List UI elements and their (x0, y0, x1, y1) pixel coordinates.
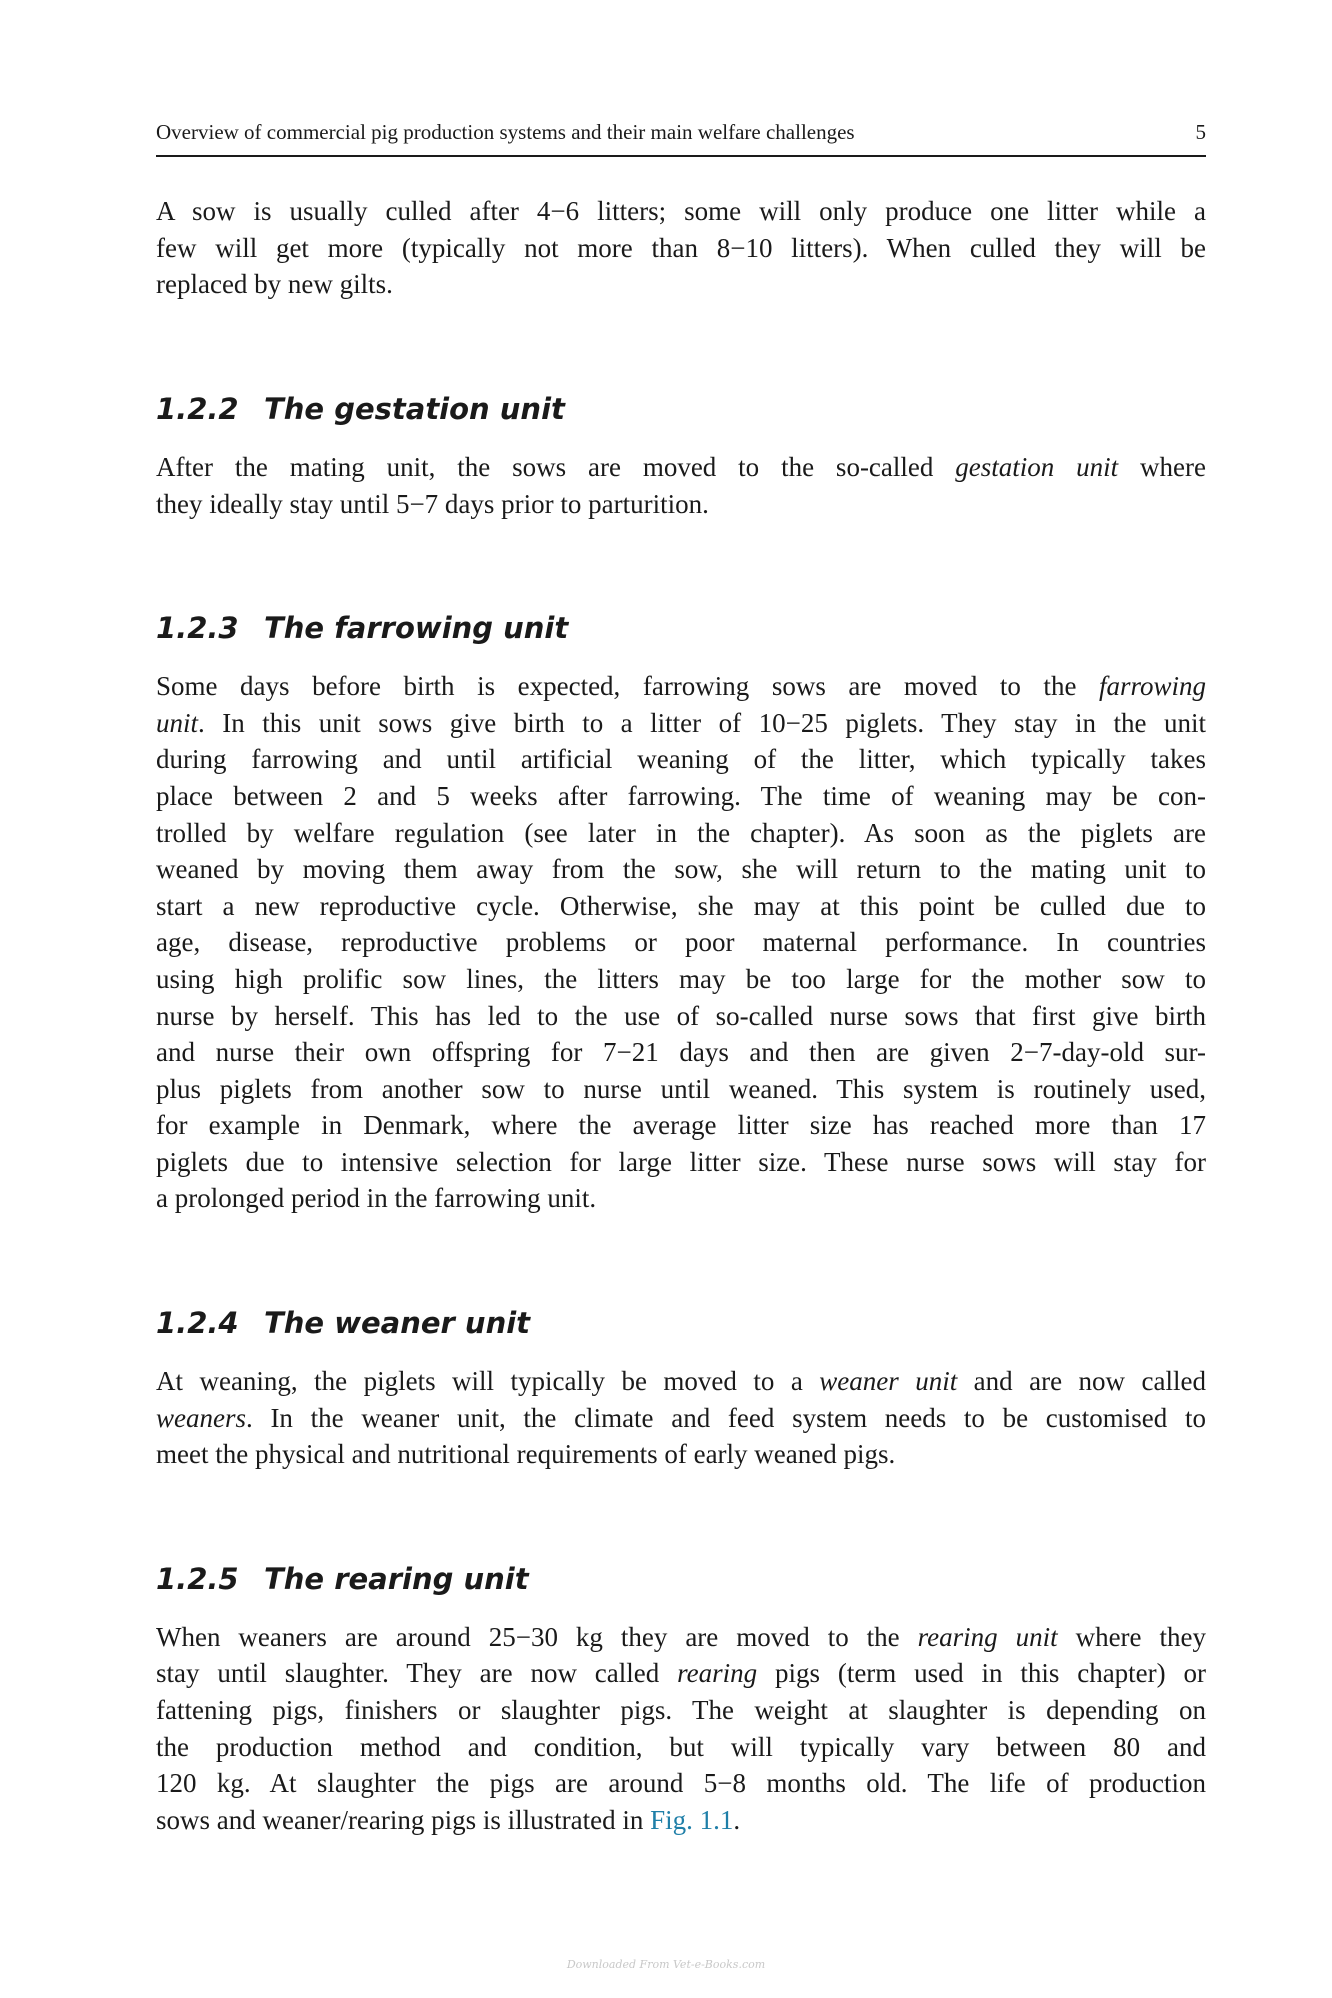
emphasized-term: weaners (156, 1402, 246, 1433)
paragraph-line (156, 778, 1206, 815)
text-run: for example in Denmark, where the average litter size has reached more than 17 (156, 1110, 1206, 1141)
book-page (156, 120, 1206, 1838)
paragraph-line (156, 1107, 1206, 1144)
paragraph-line (156, 1071, 1206, 1108)
emphasized-term: farrowing (1098, 671, 1206, 702)
text-run: a prolonged period in the farrowing unit. (156, 1183, 597, 1214)
paragraph-line: few will get more (typically not more than 8−10 litters). When culled they will be (156, 232, 1206, 263)
paragraph-line: replaced by new gilts. (156, 269, 393, 300)
text-run: sows and weaner/rearing pigs is illustrated in (156, 1804, 651, 1835)
paragraph-line (156, 1655, 1206, 1692)
watermark: Downloaded From Vet-e-Books.com (566, 1958, 766, 1971)
section-paragraph (156, 449, 1206, 522)
paragraph-line (156, 1802, 1206, 1839)
text-run: piglets due to intensive selection for large litter size. These nurse sows will stay for (156, 1146, 1206, 1177)
section-number: 1.2.4 (156, 1306, 239, 1341)
text-run: during farrowing and until artificial weaning of the litter, which typically takes (156, 744, 1206, 775)
paragraph-line (156, 1144, 1206, 1181)
section-number: 1.2.2 (156, 391, 239, 426)
text-run: trolled by welfare regulation (see later in the chapter). As soon as the piglets are (156, 817, 1206, 848)
sections (156, 391, 1206, 1838)
text-run: where (1118, 451, 1207, 482)
paragraph-line (156, 998, 1206, 1035)
section-heading (156, 1561, 1206, 1597)
section-number: 1.2.5 (156, 1561, 239, 1596)
section-heading (156, 610, 1206, 646)
text-run: meet the physical and nutritional requirements of early weaned pigs. (156, 1439, 896, 1470)
text-run: pigs (term used in this chapter) or (757, 1658, 1206, 1689)
paragraph-line (156, 851, 1206, 888)
section-paragraph (156, 668, 1206, 1217)
emphasized-term: rearing (677, 1658, 758, 1689)
paragraph-line (156, 449, 1206, 486)
running-head (156, 120, 1206, 157)
section-title: The rearing unit (264, 1561, 529, 1596)
paragraph-line (156, 1400, 1206, 1437)
text-run: Some days before birth is expected, farrowing sows are moved to the (156, 671, 1099, 702)
emphasized-term: gestation unit (955, 451, 1119, 482)
text-run: the production method and condition, but will typically vary between 80 and (156, 1731, 1206, 1762)
paragraph-line (156, 741, 1206, 778)
text-run: age, disease, reproductive problems or poor maternal performance. In countries (156, 927, 1206, 958)
paragraph-line (156, 924, 1206, 961)
paragraph-line (156, 1765, 1206, 1802)
paragraph-line (156, 705, 1206, 742)
paragraph-line (156, 888, 1206, 925)
text-run: and nurse their own offspring for 7−21 days and then are given 2−7-day-old sur- (156, 1037, 1206, 1068)
text-run: start a new reproductive cycle. Otherwise, she may at this point be culled due to (156, 890, 1206, 921)
page-number: 5 (1195, 120, 1206, 144)
paragraph-line (156, 668, 1206, 705)
text-run: After the mating unit, the sows are moved to the so-called (156, 451, 956, 482)
paragraph-line (156, 1619, 1206, 1656)
paragraph-line (156, 815, 1206, 852)
paragraph-line (156, 1729, 1206, 1766)
paragraph-line (156, 1363, 1206, 1400)
section-title: The weaner unit (264, 1306, 531, 1341)
text-run: . (733, 1804, 741, 1835)
paragraph-line (156, 1436, 1206, 1473)
section-number: 1.2.3 (156, 611, 239, 646)
text-run: they ideally stay until 5−7 days prior to parturition. (156, 488, 709, 519)
text-run: weaned by moving them away from the sow, she will return to the mating unit to (156, 854, 1206, 885)
text-run: When weaners are around 25−30 kg they are moved to the (156, 1621, 918, 1652)
section-heading (156, 391, 1206, 427)
text-run: place between 2 and 5 weeks after farrowing. The time of weaning may be con- (156, 780, 1206, 811)
emphasized-term: rearing unit (917, 1621, 1058, 1652)
text-run: using high prolific sow lines, the litters may be too large for the mother sow to (156, 963, 1206, 994)
text-run: plus piglets from another sow to nurse until weaned. This system is routinely used, (156, 1073, 1206, 1104)
section-1-2-2 (156, 391, 1206, 522)
emphasized-term: unit (156, 707, 199, 738)
emphasized-term: weaner unit (819, 1366, 958, 1397)
paragraph-line (156, 1692, 1206, 1729)
section-title: The gestation unit (264, 391, 565, 426)
figure-link[interactable]: Fig. 1.1 (650, 1804, 734, 1835)
text-run: and are now called (957, 1366, 1206, 1397)
intro-paragraph (156, 193, 1206, 303)
text-run: nurse by herself. This has led to the use of so-called nurse sows that first give birth (156, 1000, 1206, 1031)
section-title: The farrowing unit (264, 611, 569, 646)
section-1-2-3 (156, 610, 1206, 1217)
text-run: fattening pigs, finishers or slaughter pigs. The weight at slaughter is depending on (156, 1695, 1206, 1726)
text-run: . In the weaner unit, the climate and feed system needs to be customised to (246, 1402, 1206, 1433)
paragraph-line (156, 1180, 1206, 1217)
section-heading (156, 1305, 1206, 1341)
text-run: . In this unit sows give birth to a litter of 10−25 piglets. They stay in the unit (198, 707, 1206, 738)
text-run: 120 kg. At slaughter the pigs are around 5−8 months old. The life of production (156, 1768, 1206, 1799)
paragraph-line (156, 961, 1206, 998)
text-run: stay until slaughter. They are now called (156, 1658, 678, 1689)
section-paragraph (156, 1363, 1206, 1473)
running-head-title: Overview of commercial pig production systems and their main welfare challenges (156, 120, 855, 144)
text-run: where they (1057, 1621, 1206, 1652)
paragraph-line (156, 486, 1206, 523)
text-run: At weaning, the piglets will typically be moved to a (156, 1366, 820, 1397)
section-1-2-5 (156, 1561, 1206, 1839)
section-paragraph (156, 1619, 1206, 1839)
paragraph-line: A sow is usually culled after 4−6 litters; some will only produce one litter while a (156, 196, 1206, 227)
paragraph-line (156, 1034, 1206, 1071)
section-1-2-4 (156, 1305, 1206, 1473)
